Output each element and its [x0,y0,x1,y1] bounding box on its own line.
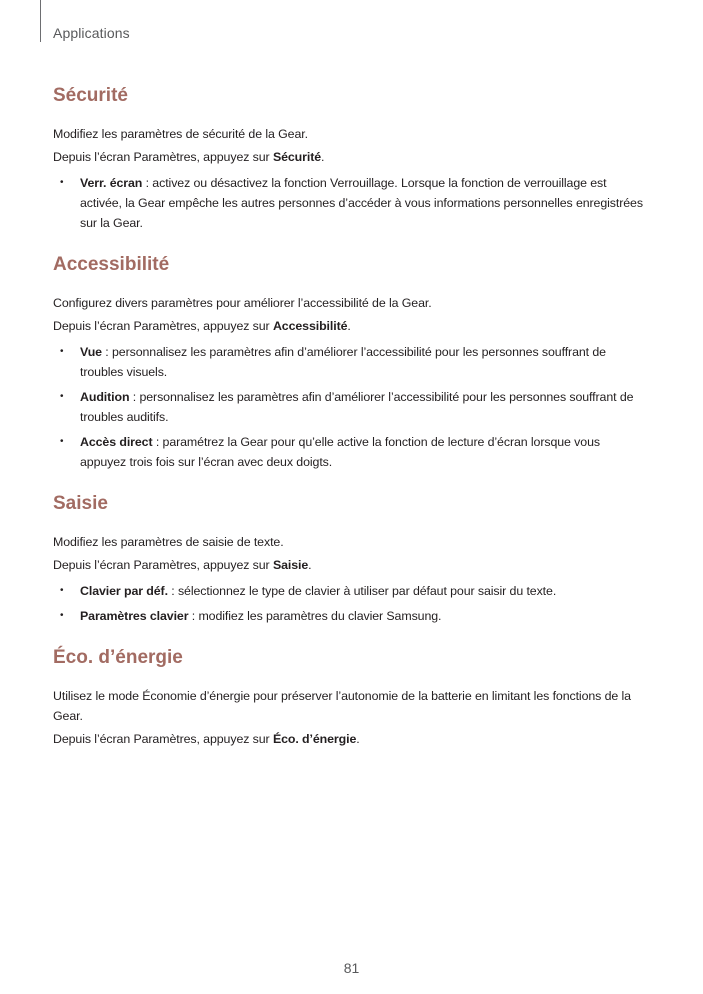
bullet-term: Audition [80,390,130,404]
section-title-saisie: Saisie [53,493,108,514]
list-item [53,173,648,233]
bullet-list-securite [53,173,648,233]
section-eco-energie [53,642,648,749]
bullet-text: : personnalisez les paramètres afin d’améliorer l’accessibilité pour les personnes souffrant de troubles auditifs. [80,390,634,424]
bullet-icon: • [60,585,64,596]
path-prefix: Depuis l’écran Paramètres, appuyez sur [53,319,273,333]
path-bold: Saisie [272,558,309,572]
path-bold: Accessibilité [272,319,348,333]
bullet-text: : modifiez les paramètres du clavier Samsung. [188,609,442,623]
bullet-icon: • [60,177,64,188]
bullet-icon: • [60,346,64,357]
section-path-securite [53,147,648,167]
list-item [53,581,648,601]
bullet-text: : sélectionnez le type de clavier à utiliser par défaut pour saisir du texte. [167,584,557,598]
bullet-list-accessibilite [53,342,648,472]
path-suffix: . [347,319,351,333]
bullet-list-saisie [53,581,648,626]
path-suffix: . [321,150,325,164]
path-suffix: . [308,558,312,572]
header-section-label: Applications [53,25,130,41]
path-prefix: Depuis l’écran Paramètres, appuyez sur [53,150,273,164]
list-item [53,342,648,382]
bullet-text: : personnalisez les paramètres afin d’améliorer l’accessibilité pour les personnes souffrant de troubles visuels. [80,345,606,379]
bullet-term: Paramètres clavier [80,609,189,623]
bullet-term: Vue [80,345,102,359]
section-intro-securite: Modifiez les paramètres de sécurité de la Gear. [53,127,308,141]
page-content [53,80,648,752]
bullet-term: Verr. écran [80,176,143,190]
bullet-term: Clavier par déf. [80,584,168,598]
bullet-icon: • [60,610,64,621]
section-path-saisie [53,555,648,575]
path-bold: Sécurité [272,150,322,164]
bullet-icon: • [60,391,64,402]
list-item [53,387,648,427]
page-number: 81 [343,960,360,976]
bullet-text: : paramétrez la Gear pour qu’elle active la fonction de lecture d’écran lorsque vous appuyez trois fois sur l’écran avec deux doigts. [80,435,600,469]
path-prefix: Depuis l’écran Paramètres, appuyez sur [53,558,273,572]
section-path-accessibilite [53,316,648,336]
section-accessibilite [53,249,648,472]
bullet-icon: • [60,436,64,447]
section-intro-eco-energie: Utilisez le mode Économie d’énergie pour préserver l’autonomie de la batterie en limitant les fonctions de la Gear. [53,689,631,723]
section-title-securite: Sécurité [53,85,128,106]
section-securite [53,80,648,233]
path-prefix: Depuis l’écran Paramètres, appuyez sur [53,732,273,746]
section-title-accessibilite: Accessibilité [53,254,170,275]
section-intro-saisie: Modifiez les paramètres de saisie de texte. [53,535,284,549]
header-divider [40,0,41,42]
path-suffix: . [356,732,360,746]
list-item [53,606,648,626]
section-path-eco-energie [53,729,648,749]
list-item [53,432,648,472]
bullet-text: : activez ou désactivez la fonction Verrouillage. Lorsque la fonction de verrouillage est activée, la Gear empêche les autres personnes d’accéder à vous informations personnelles enregistrées sur la Gear. [80,176,643,230]
section-saisie [53,488,648,626]
section-title-eco-energie: Éco. d’énergie [53,647,183,668]
section-intro-accessibilite: Configurez divers paramètres pour améliorer l’accessibilité de la Gear. [53,296,432,310]
path-bold: Éco. d’énergie [272,732,357,746]
bullet-term: Accès direct [80,435,153,449]
